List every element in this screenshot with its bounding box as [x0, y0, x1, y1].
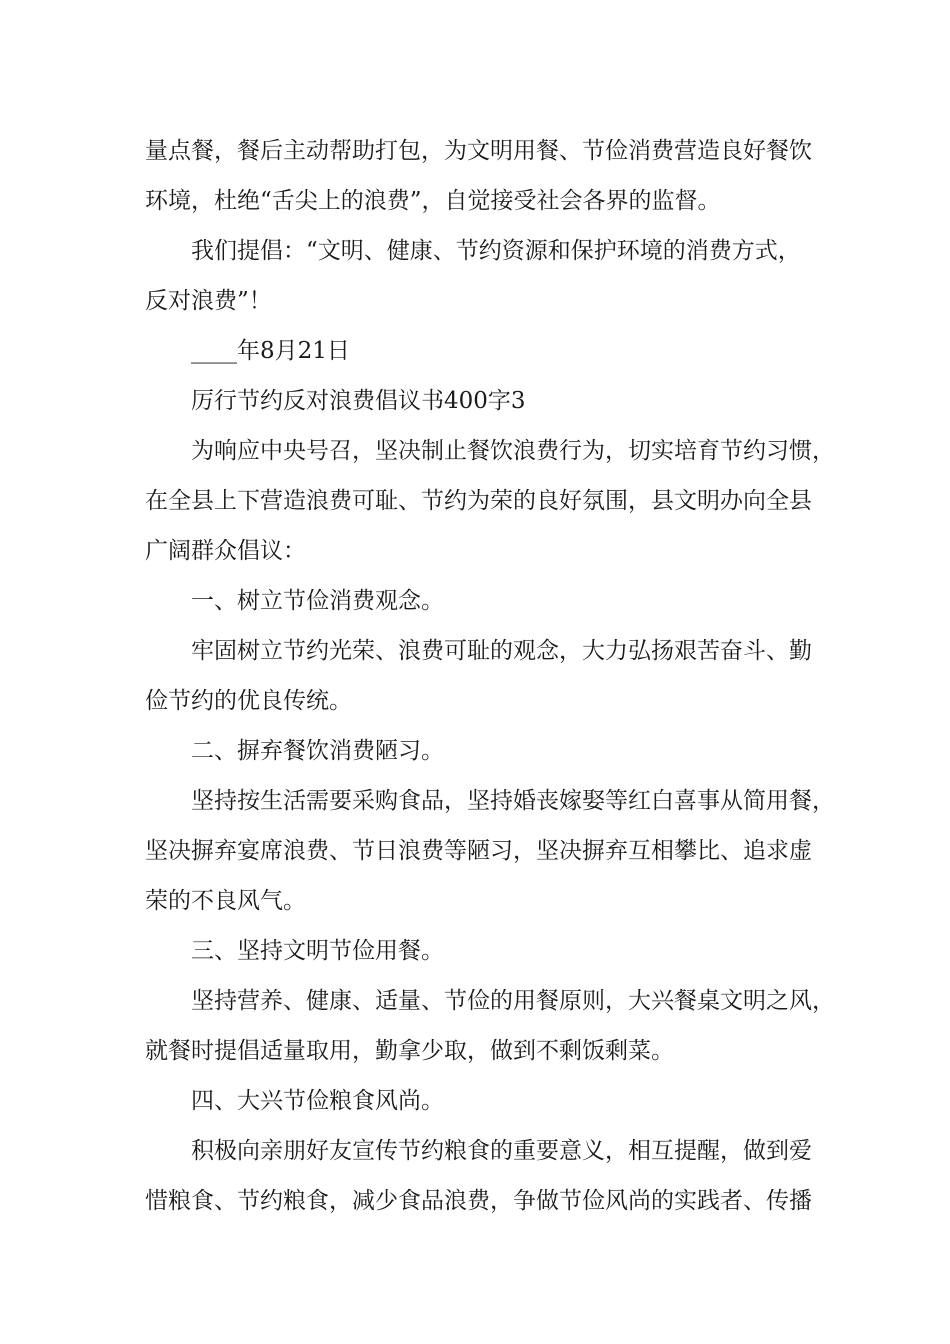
text-line-16: 荣的不良风气。: [145, 888, 306, 914]
text-line-14: 坚持按生活需要采购食品，坚持婚丧嫁娶等红白喜事从简用餐，: [191, 788, 835, 814]
heading-item-4: 四、大兴节俭粮食风尚。: [191, 1088, 444, 1114]
section-title: 厉行节约反对浪费倡议书400字3: [191, 388, 526, 414]
text-line-15: 坚决摒弃宴席浪费、节日浪费等陋习，坚决摒弃互相攀比、追求虚: [145, 838, 812, 864]
text-line-3: 我们提倡：“文明、健康、节约资源和保护环境的消费方式，: [191, 238, 801, 264]
text-line-11: 牢固树立节约光荣、浪费可耻的观念，大力弘扬艰苦奋斗、勤: [191, 638, 812, 664]
text-line-21: 积极向亲朋好友宣传节约粮食的重要意义，相互提醒，做到爱: [191, 1138, 812, 1164]
heading-item-1: 一、树立节俭消费观念。: [191, 588, 444, 614]
text-line-7: 为响应中央号召，坚决制止餐饮浪费行为，切实培育节约习惯，: [191, 438, 835, 464]
text-line-12: 俭节约的优良传统。: [145, 688, 352, 714]
date-line: ____年8月21日: [191, 338, 350, 364]
text-line-18: 坚持营养、健康、适量、节俭的用餐原则，大兴餐桌文明之风，: [191, 988, 835, 1014]
text-line-2: 环境，杜绝“舌尖上的浪费”，自觉接受社会各界的监督。: [145, 188, 721, 214]
text-line-8: 在全县上下营造浪费可耻、节约为荣的良好氛围，县文明办向全县: [145, 488, 812, 514]
heading-item-3: 三、坚持文明节俭用餐。: [191, 938, 444, 964]
text-line-22: 惜粮食、节约粮食，减少食品浪费，争做节俭风尚的实践者、传播: [145, 1188, 812, 1214]
text-line-1: 量点餐，餐后主动帮助打包，为文明用餐、节俭消费营造良好餐饮: [145, 138, 812, 164]
text-line-19: 就餐时提倡适量取用，勤拿少取，做到不剩饭剩菜。: [145, 1038, 674, 1064]
text-line-9: 广阔群众倡议：: [145, 538, 306, 564]
text-line-4: 反对浪费”！: [145, 288, 272, 314]
heading-item-2: 二、摒弃餐饮消费陋习。: [191, 738, 444, 764]
